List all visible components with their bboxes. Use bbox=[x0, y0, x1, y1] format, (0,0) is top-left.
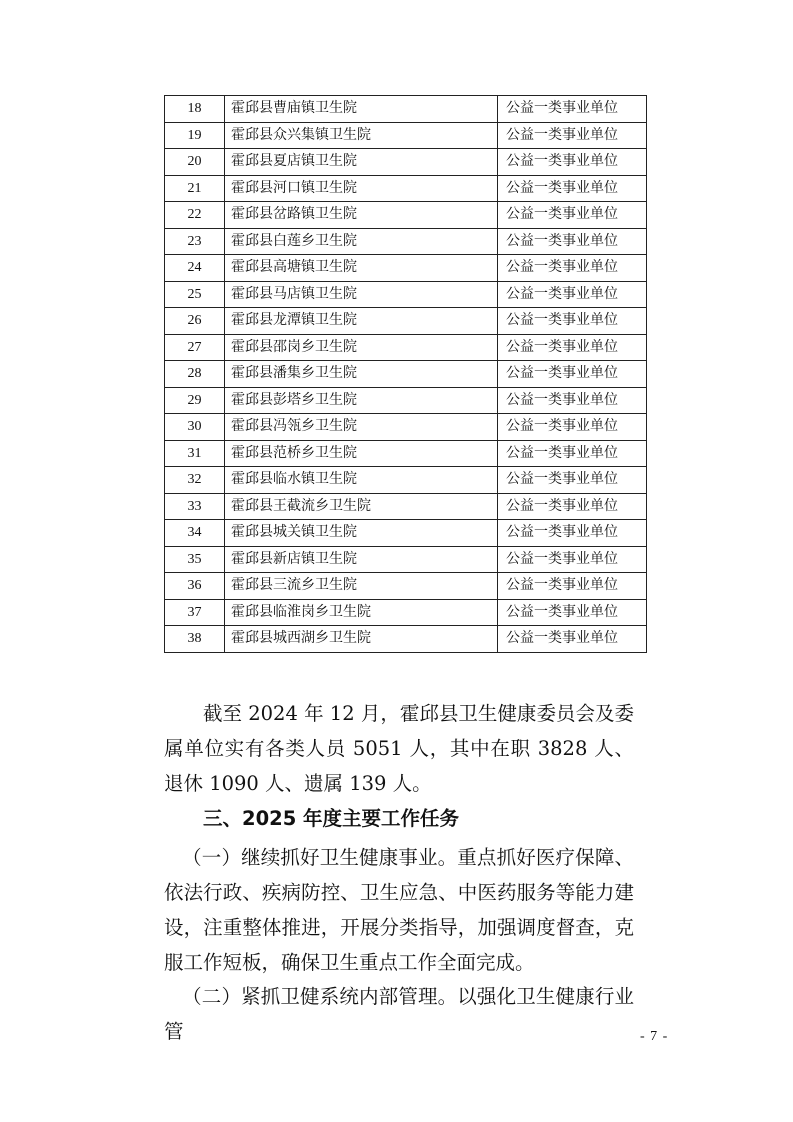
row-number-cell: 24 bbox=[165, 255, 225, 282]
row-number-cell: 27 bbox=[165, 334, 225, 361]
row-number-cell: 37 bbox=[165, 599, 225, 626]
row-number-cell: 25 bbox=[165, 281, 225, 308]
unit-type-cell: 公益一类事业单位 bbox=[498, 175, 647, 202]
row-number-cell: 21 bbox=[165, 175, 225, 202]
table-row bbox=[165, 520, 647, 547]
row-number-cell: 22 bbox=[165, 202, 225, 229]
unit-type-cell: 公益一类事业单位 bbox=[498, 414, 647, 441]
task-1-paragraph bbox=[164, 840, 634, 980]
unit-name-cell: 霍邱县彭塔乡卫生院 bbox=[225, 387, 498, 414]
row-number-cell: 30 bbox=[165, 414, 225, 441]
unit-name-cell: 霍邱县岔路镇卫生院 bbox=[225, 202, 498, 229]
table-row bbox=[165, 599, 647, 626]
unit-name-cell: 霍邱县城西湖乡卫生院 bbox=[225, 626, 498, 653]
row-number-cell: 35 bbox=[165, 546, 225, 573]
table-row bbox=[165, 493, 647, 520]
table-row bbox=[165, 175, 647, 202]
table-row bbox=[165, 255, 647, 282]
unit-name-cell: 霍邱县潘集乡卫生院 bbox=[225, 361, 498, 388]
unit-type-cell: 公益一类事业单位 bbox=[498, 520, 647, 547]
table-body bbox=[165, 96, 647, 653]
table-row bbox=[165, 387, 647, 414]
unit-type-cell: 公益一类事业单位 bbox=[498, 281, 647, 308]
row-number-cell: 31 bbox=[165, 440, 225, 467]
unit-name-cell: 霍邱县新店镇卫生院 bbox=[225, 546, 498, 573]
table-row bbox=[165, 308, 647, 335]
row-number-cell: 26 bbox=[165, 308, 225, 335]
row-number-cell: 29 bbox=[165, 387, 225, 414]
task-2-text: （二）紧抓卫健系统内部管理。以强化卫生健康行业管 bbox=[164, 985, 634, 1043]
unit-type-cell: 公益一类事业单位 bbox=[498, 440, 647, 467]
unit-name-cell: 霍邱县河口镇卫生院 bbox=[225, 175, 498, 202]
summary-paragraph: 截至 2024 年 12 月，霍邱县卫生健康委员会及委属单位实有各类人员 5051 人，其中在职 3828 人、退休 1090 人、遗属 139 人。 bbox=[164, 702, 634, 795]
unit-name-cell: 霍邱县范桥乡卫生院 bbox=[225, 440, 498, 467]
table-row bbox=[165, 334, 647, 361]
unit-name-cell: 霍邱县邵岗乡卫生院 bbox=[225, 334, 498, 361]
table-row bbox=[165, 122, 647, 149]
table-row bbox=[165, 202, 647, 229]
section-heading: 三、2025 年度主要工作任务 bbox=[203, 807, 460, 830]
page-number: - 7 - bbox=[640, 1029, 669, 1044]
unit-name-cell: 霍邱县城关镇卫生院 bbox=[225, 520, 498, 547]
unit-name-cell: 霍邱县高塘镇卫生院 bbox=[225, 255, 498, 282]
table-row bbox=[165, 149, 647, 176]
task-1-text: （一）继续抓好卫生健康事业。重点抓好医疗保障、依法行政、疾病防控、卫生应急、中医药服务等能力建设，注重整体推进，开展分类指导，加强调度督查，克服工作短板，确保卫生重点工作全面完成。 bbox=[164, 846, 634, 974]
row-number-cell: 34 bbox=[165, 520, 225, 547]
table-row bbox=[165, 467, 647, 494]
unit-name-cell: 霍邱县王截流乡卫生院 bbox=[225, 493, 498, 520]
unit-name-cell: 霍邱县曹庙镇卫生院 bbox=[225, 96, 498, 123]
row-number-cell: 20 bbox=[165, 149, 225, 176]
row-number-cell: 19 bbox=[165, 122, 225, 149]
unit-type-cell: 公益一类事业单位 bbox=[498, 599, 647, 626]
unit-name-cell: 霍邱县夏店镇卫生院 bbox=[225, 149, 498, 176]
unit-type-cell: 公益一类事业单位 bbox=[498, 255, 647, 282]
table-row bbox=[165, 96, 647, 123]
unit-name-cell: 霍邱县众兴集镇卫生院 bbox=[225, 122, 498, 149]
row-number-cell: 36 bbox=[165, 573, 225, 600]
task-2-paragraph bbox=[164, 979, 634, 1049]
row-number-cell: 23 bbox=[165, 228, 225, 255]
table-row bbox=[165, 440, 647, 467]
unit-type-cell: 公益一类事业单位 bbox=[498, 387, 647, 414]
unit-type-cell: 公益一类事业单位 bbox=[498, 493, 647, 520]
unit-name-cell: 霍邱县冯瓴乡卫生院 bbox=[225, 414, 498, 441]
unit-type-cell: 公益一类事业单位 bbox=[498, 96, 647, 123]
table-row bbox=[165, 228, 647, 255]
unit-type-cell: 公益一类事业单位 bbox=[498, 546, 647, 573]
unit-name-cell: 霍邱县临淮岗乡卫生院 bbox=[225, 599, 498, 626]
row-number-cell: 32 bbox=[165, 467, 225, 494]
unit-type-cell: 公益一类事业单位 bbox=[498, 334, 647, 361]
table-row bbox=[165, 361, 647, 388]
unit-name-cell: 霍邱县临水镇卫生院 bbox=[225, 467, 498, 494]
row-number-cell: 33 bbox=[165, 493, 225, 520]
unit-type-cell: 公益一类事业单位 bbox=[498, 308, 647, 335]
unit-type-cell: 公益一类事业单位 bbox=[498, 573, 647, 600]
row-number-cell: 28 bbox=[165, 361, 225, 388]
unit-name-cell: 霍邱县马店镇卫生院 bbox=[225, 281, 498, 308]
table-row bbox=[165, 546, 647, 573]
table-row bbox=[165, 414, 647, 441]
unit-type-cell: 公益一类事业单位 bbox=[498, 626, 647, 653]
unit-name-cell: 霍邱县龙潭镇卫生院 bbox=[225, 308, 498, 335]
unit-type-cell: 公益一类事业单位 bbox=[498, 467, 647, 494]
unit-type-cell: 公益一类事业单位 bbox=[498, 149, 647, 176]
unit-type-cell: 公益一类事业单位 bbox=[498, 122, 647, 149]
unit-type-cell: 公益一类事业单位 bbox=[498, 228, 647, 255]
units-table bbox=[164, 95, 647, 653]
row-number-cell: 38 bbox=[165, 626, 225, 653]
unit-type-cell: 公益一类事业单位 bbox=[498, 202, 647, 229]
unit-name-cell: 霍邱县白莲乡卫生院 bbox=[225, 228, 498, 255]
unit-name-cell: 霍邱县三流乡卫生院 bbox=[225, 573, 498, 600]
row-number-cell: 18 bbox=[165, 96, 225, 123]
unit-type-cell: 公益一类事业单位 bbox=[498, 361, 647, 388]
table-row bbox=[165, 281, 647, 308]
table-row bbox=[165, 626, 647, 653]
table-row bbox=[165, 573, 647, 600]
